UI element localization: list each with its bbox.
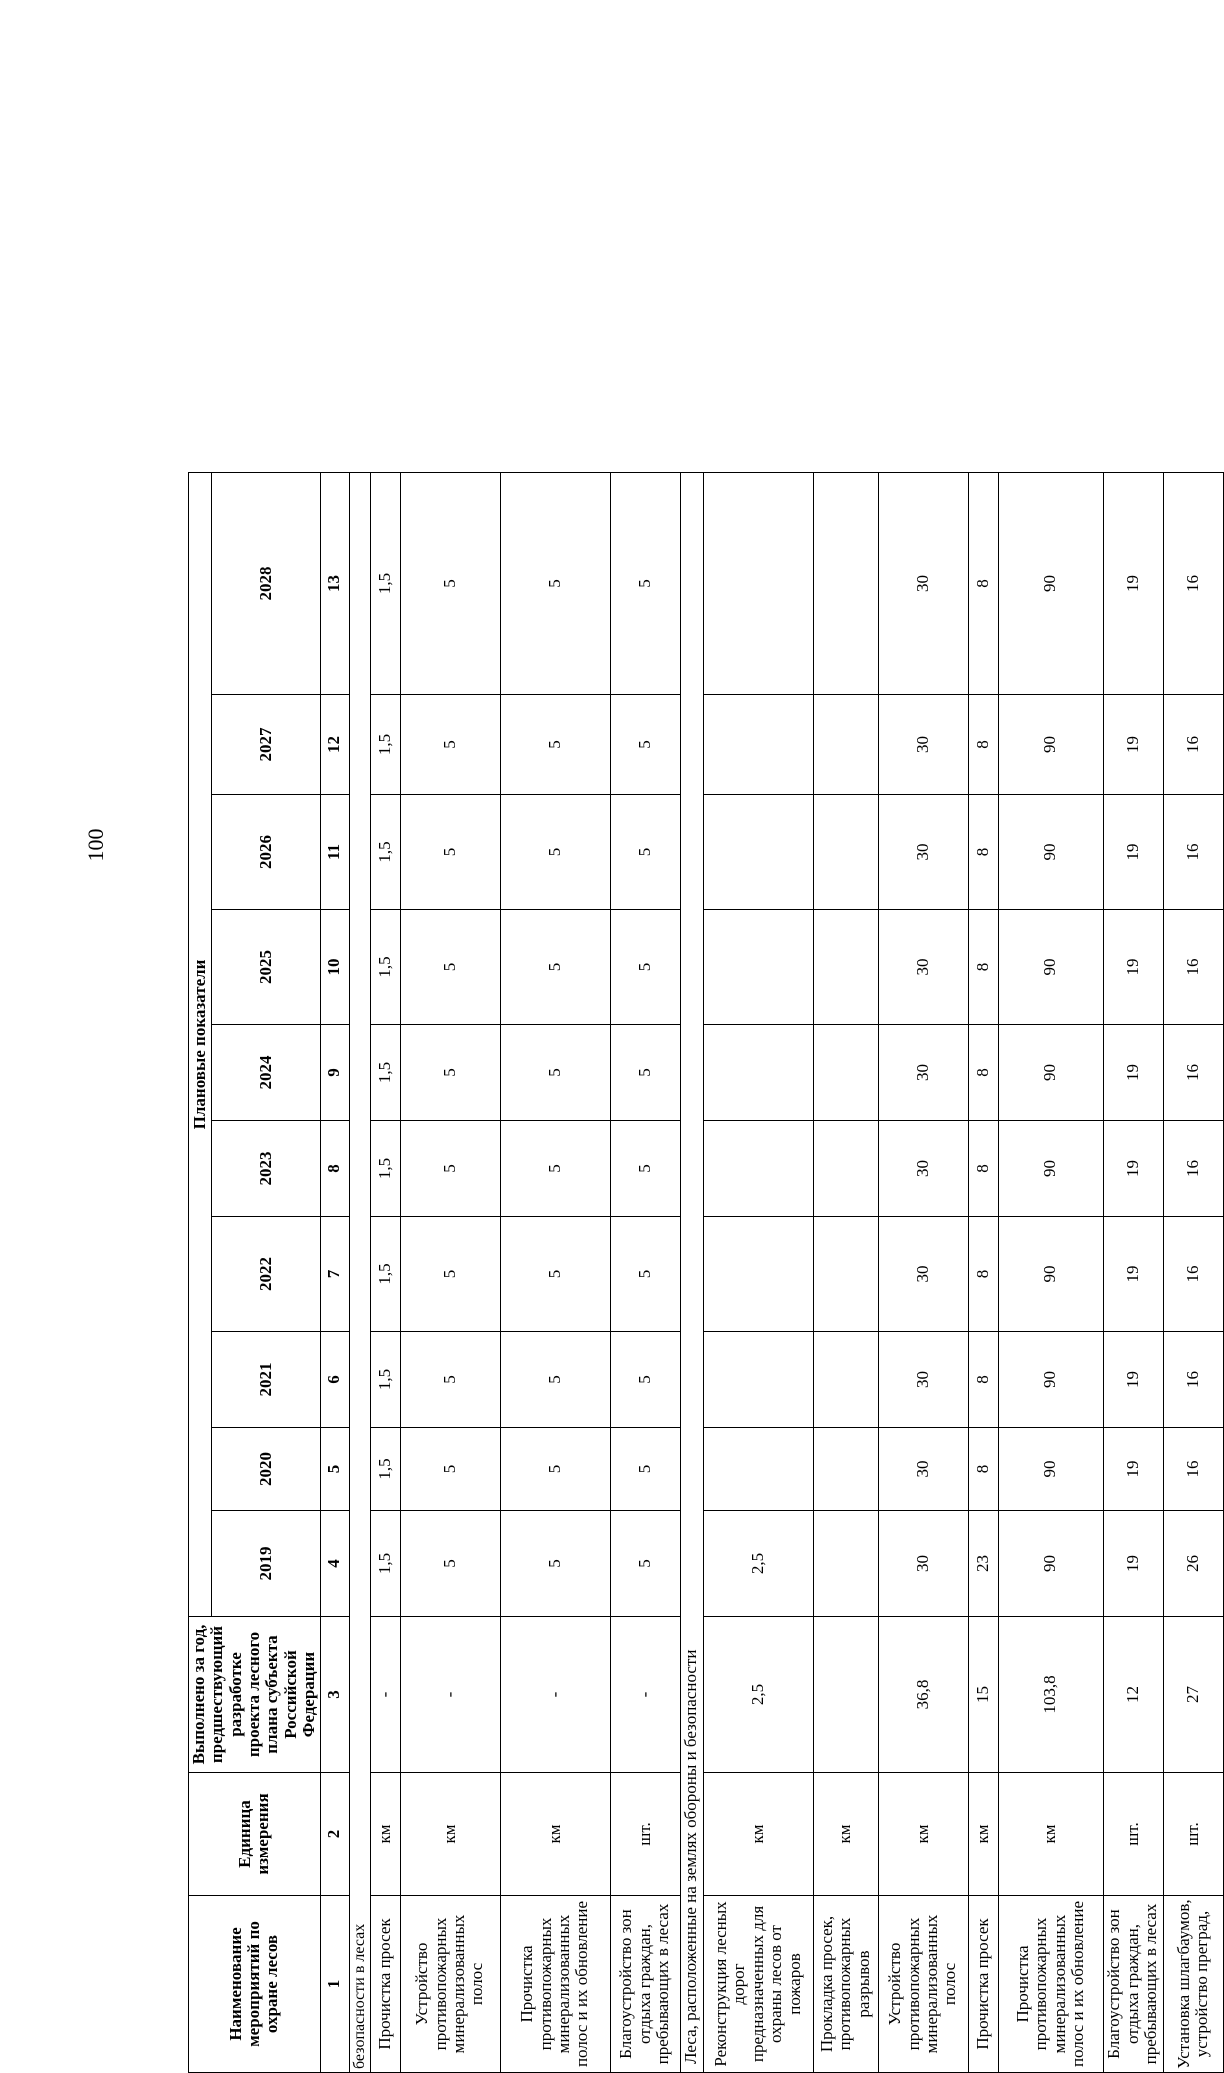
column-number: 3 — [320, 1617, 349, 1773]
header-name: Наименование мероприятий по охране лесов — [189, 1896, 321, 2073]
planned-value-cell: 5 — [400, 695, 500, 795]
header-done: Выполнено за год, предшествующий разработке проекта лесного плана субъекта Российской Федерации — [189, 1617, 321, 1773]
header-year: 2028 — [212, 472, 321, 694]
planned-value-cell — [703, 1025, 813, 1121]
planned-value-cell: 19 — [1103, 472, 1163, 694]
planned-value-cell: 5 — [400, 1217, 500, 1332]
planned-value-cell: 5 — [610, 1121, 680, 1217]
measure-name-cell: Прочистка противопожарных минерализованных полос и их обновление — [500, 1896, 610, 2073]
table-row — [703, 472, 813, 2072]
planned-value-cell: 90 — [998, 910, 1103, 1025]
planned-value-cell: 1,5 — [370, 1217, 400, 1332]
measure-name-cell: Прокладка просек, противопожарных разрывов — [813, 1896, 878, 2073]
planned-value-cell — [703, 1217, 813, 1332]
column-number: 13 — [320, 472, 349, 694]
done-value-cell: 36,8 — [878, 1617, 968, 1773]
section2-body — [680, 472, 1223, 2072]
unit-cell: км — [998, 1773, 1103, 1896]
planned-value-cell: 19 — [1103, 1025, 1163, 1121]
planned-value-cell: 5 — [500, 1428, 610, 1511]
section1-body — [349, 472, 680, 2072]
planned-value-cell — [813, 1217, 878, 1332]
planned-value-cell: 5 — [400, 472, 500, 694]
planned-value-cell: 1,5 — [370, 1428, 400, 1511]
planned-value-cell: 30 — [878, 472, 968, 694]
done-value-cell: - — [610, 1617, 680, 1773]
planned-value-cell: 8 — [968, 910, 998, 1025]
planned-value-cell: 1,5 — [370, 472, 400, 694]
header-year: 2023 — [212, 1121, 321, 1217]
planned-value-cell: 30 — [878, 1332, 968, 1428]
measure-name-cell: Установка шлагбаумов, устройство преград, — [1163, 1896, 1223, 2073]
planned-value-cell: 90 — [998, 695, 1103, 795]
planned-value-cell — [813, 795, 878, 910]
planned-value-cell: 30 — [878, 1428, 968, 1511]
done-value-cell: 15 — [968, 1617, 998, 1773]
planned-value-cell: 30 — [878, 1025, 968, 1121]
column-number: 4 — [320, 1511, 349, 1617]
column-number: 1 — [320, 1896, 349, 2073]
planned-value-cell: 5 — [610, 1217, 680, 1332]
planned-value-cell: 5 — [400, 1511, 500, 1617]
done-value-cell: 12 — [1103, 1617, 1163, 1773]
planned-value-cell: 90 — [998, 1121, 1103, 1217]
planned-value-cell: 5 — [400, 795, 500, 910]
planned-value-cell: 30 — [878, 1121, 968, 1217]
header-year: 2024 — [212, 1025, 321, 1121]
planned-value-cell: 1,5 — [370, 1511, 400, 1617]
planned-value-cell: 1,5 — [370, 1025, 400, 1121]
planned-value-cell — [813, 1121, 878, 1217]
planned-value-cell: 19 — [1103, 910, 1163, 1025]
planned-value-cell: 30 — [878, 1217, 968, 1332]
done-value-cell: 27 — [1163, 1617, 1223, 1773]
done-value-cell: 2,5 — [703, 1617, 813, 1773]
section-title-row — [349, 472, 370, 2072]
planned-value-cell: 5 — [400, 1025, 500, 1121]
planned-value-cell: 5 — [610, 795, 680, 910]
planned-value-cell: 23 — [968, 1511, 998, 1617]
forest-protection-table-container — [188, 473, 1212, 2073]
planned-value-cell — [813, 910, 878, 1025]
page-number: 100 — [83, 828, 108, 862]
header-year: 2019 — [212, 1511, 321, 1617]
column-number: 12 — [320, 695, 349, 795]
header-row-top — [189, 472, 212, 2072]
planned-value-cell: 5 — [610, 910, 680, 1025]
planned-value-cell — [813, 1511, 878, 1617]
planned-value-cell: 19 — [1103, 695, 1163, 795]
column-number-row — [320, 472, 349, 2072]
planned-value-cell: 16 — [1163, 910, 1223, 1025]
planned-value-cell: 8 — [968, 1428, 998, 1511]
planned-value-cell: 5 — [500, 1121, 610, 1217]
planned-value-cell — [813, 1428, 878, 1511]
planned-value-cell: 8 — [968, 1025, 998, 1121]
planned-value-cell: 5 — [500, 795, 610, 910]
measure-name-cell: Благоустройство зон отдыха граждан, пребывающих в лесах — [1103, 1896, 1163, 2073]
planned-value-cell: 5 — [500, 1332, 610, 1428]
done-value-cell: - — [500, 1617, 610, 1773]
planned-value-cell: 1,5 — [370, 695, 400, 795]
planned-value-cell — [813, 1332, 878, 1428]
header-year: 2025 — [212, 910, 321, 1025]
column-number: 10 — [320, 910, 349, 1025]
planned-value-cell: 1,5 — [370, 1332, 400, 1428]
planned-value-cell: 30 — [878, 910, 968, 1025]
unit-cell: шт. — [1103, 1773, 1163, 1896]
planned-value-cell: 5 — [610, 1428, 680, 1511]
planned-value-cell: 19 — [1103, 1428, 1163, 1511]
table-row — [1163, 472, 1223, 2072]
planned-value-cell: 5 — [610, 1025, 680, 1121]
planned-value-cell: 5 — [610, 695, 680, 795]
section1-title: безопасности в лесах — [349, 472, 370, 2072]
planned-value-cell: 16 — [1163, 1428, 1223, 1511]
planned-value-cell: 1,5 — [370, 1121, 400, 1217]
header-unit: Единица измерения — [189, 1773, 321, 1896]
header-year: 2027 — [212, 695, 321, 795]
planned-value-cell: 16 — [1163, 1121, 1223, 1217]
unit-cell: км — [813, 1773, 878, 1896]
planned-value-cell — [813, 472, 878, 694]
unit-cell: км — [878, 1773, 968, 1896]
done-value-cell — [813, 1617, 878, 1773]
planned-value-cell: 90 — [998, 795, 1103, 910]
planned-value-cell: 5 — [500, 910, 610, 1025]
table-row — [400, 472, 500, 2072]
planned-value-cell: 5 — [500, 1025, 610, 1121]
column-number: 5 — [320, 1428, 349, 1511]
section2-title: Леса, расположенные на землях обороны и безопасности — [680, 472, 703, 2072]
unit-cell: шт. — [610, 1773, 680, 1896]
table-row — [610, 472, 680, 2072]
planned-value-cell: 2,5 — [703, 1511, 813, 1617]
planned-value-cell — [703, 695, 813, 795]
planned-value-cell: 19 — [1103, 795, 1163, 910]
header-year: 2021 — [212, 1332, 321, 1428]
table-row — [500, 472, 610, 2072]
column-number: 7 — [320, 1217, 349, 1332]
planned-value-cell: 16 — [1163, 695, 1223, 795]
planned-value-cell: 19 — [1103, 1217, 1163, 1332]
unit-cell: км — [500, 1773, 610, 1896]
done-value-cell: - — [370, 1617, 400, 1773]
planned-value-cell — [813, 1025, 878, 1121]
planned-value-cell: 8 — [968, 695, 998, 795]
planned-value-cell: 19 — [1103, 1511, 1163, 1617]
header-year: 2022 — [212, 1217, 321, 1332]
planned-value-cell: 26 — [1163, 1511, 1223, 1617]
planned-value-cell: 90 — [998, 1025, 1103, 1121]
unit-cell: км — [968, 1773, 998, 1896]
planned-value-cell: 5 — [610, 1332, 680, 1428]
planned-value-cell: 5 — [400, 910, 500, 1025]
planned-value-cell: 5 — [400, 1121, 500, 1217]
forest-protection-table — [188, 472, 1224, 2073]
column-number: 9 — [320, 1025, 349, 1121]
planned-value-cell — [703, 795, 813, 910]
planned-value-cell: 90 — [998, 1428, 1103, 1511]
measure-name-cell: Устройство противопожарных минерализованных полос — [878, 1896, 968, 2073]
table-row — [878, 472, 968, 2072]
table-row — [813, 472, 878, 2072]
planned-value-cell: 16 — [1163, 1217, 1223, 1332]
measure-name-cell: Реконструкция лесных дорог предназначенных для охраны лесов от пожаров — [703, 1896, 813, 2073]
planned-value-cell: 5 — [400, 1332, 500, 1428]
planned-value-cell: 8 — [968, 795, 998, 910]
planned-value-cell — [703, 910, 813, 1025]
planned-value-cell: 8 — [968, 472, 998, 694]
header-planned: Плановые показатели — [189, 472, 212, 1616]
table-row — [968, 472, 998, 2072]
unit-cell: км — [400, 1773, 500, 1896]
planned-value-cell: 1,5 — [370, 910, 400, 1025]
column-number: 6 — [320, 1332, 349, 1428]
planned-value-cell — [703, 1332, 813, 1428]
unit-cell: км — [370, 1773, 400, 1896]
planned-value-cell: 16 — [1163, 1332, 1223, 1428]
planned-value-cell: 16 — [1163, 1025, 1223, 1121]
planned-value-cell: 5 — [500, 1511, 610, 1617]
planned-value-cell: 16 — [1163, 795, 1223, 910]
done-value-cell: 103,8 — [998, 1617, 1103, 1773]
planned-value-cell: 30 — [878, 1511, 968, 1617]
table-row — [370, 472, 400, 2072]
measure-name-cell: Прочистка просек — [370, 1896, 400, 2073]
planned-value-cell: 5 — [500, 1217, 610, 1332]
section-title-row — [680, 472, 703, 2072]
planned-value-cell: 5 — [610, 472, 680, 694]
measure-name-cell: Благоустройство зон отдыха граждан, пребывающих в лесах — [610, 1896, 680, 2073]
planned-value-cell — [703, 1428, 813, 1511]
planned-value-cell: 5 — [400, 1428, 500, 1511]
measure-name-cell: Прочистка просек — [968, 1896, 998, 2073]
column-number: 11 — [320, 795, 349, 910]
planned-value-cell: 16 — [1163, 472, 1223, 694]
planned-value-cell: 1,5 — [370, 795, 400, 910]
planned-value-cell — [703, 1121, 813, 1217]
planned-value-cell: 30 — [878, 795, 968, 910]
done-value-cell: - — [400, 1617, 500, 1773]
planned-value-cell: 19 — [1103, 1332, 1163, 1428]
planned-value-cell: 5 — [500, 472, 610, 694]
planned-value-cell: 5 — [500, 695, 610, 795]
planned-value-cell — [813, 695, 878, 795]
planned-value-cell — [703, 472, 813, 694]
table-row — [998, 472, 1103, 2072]
table-row — [1103, 472, 1163, 2072]
column-number: 8 — [320, 1121, 349, 1217]
planned-value-cell: 90 — [998, 1511, 1103, 1617]
planned-value-cell: 30 — [878, 695, 968, 795]
unit-cell: шт. — [1163, 1773, 1223, 1896]
measure-name-cell: Устройство противопожарных минерализованных полос — [400, 1896, 500, 2073]
planned-value-cell: 5 — [610, 1511, 680, 1617]
header-year: 2020 — [212, 1428, 321, 1511]
planned-value-cell: 8 — [968, 1121, 998, 1217]
planned-value-cell: 90 — [998, 1332, 1103, 1428]
header-year: 2026 — [212, 795, 321, 910]
column-number: 2 — [320, 1773, 349, 1896]
planned-value-cell: 90 — [998, 472, 1103, 694]
unit-cell: км — [703, 1773, 813, 1896]
planned-value-cell: 90 — [998, 1217, 1103, 1332]
planned-value-cell: 8 — [968, 1332, 998, 1428]
measure-name-cell: Прочистка противопожарных минерализованных полос и их обновление — [998, 1896, 1103, 2073]
planned-value-cell: 19 — [1103, 1121, 1163, 1217]
planned-value-cell: 8 — [968, 1217, 998, 1332]
